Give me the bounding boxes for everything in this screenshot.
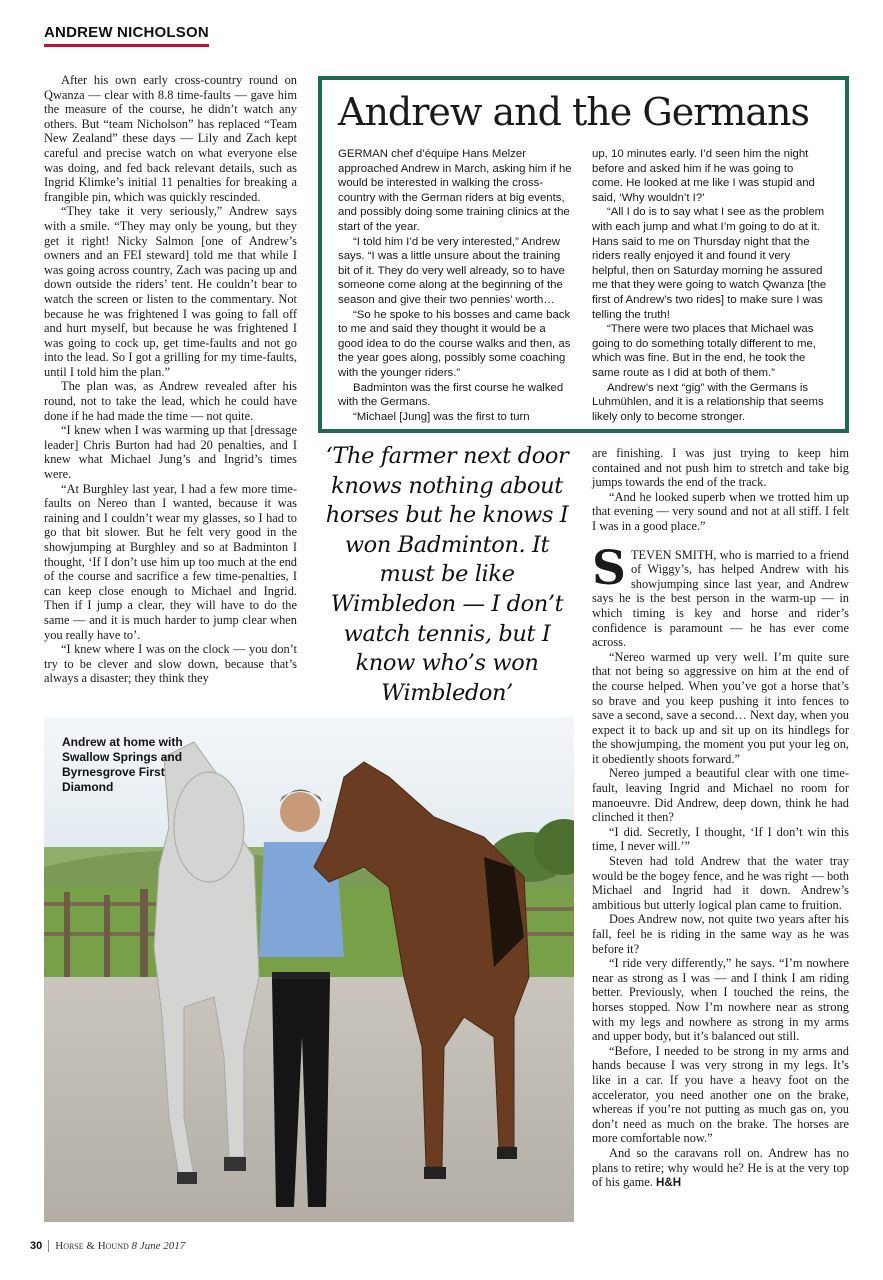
paragraph: After his own early cross-country round on Qwanza — clear with 8.8 time-faults — gave him the measure of the course, he didn’t watch any others. But “team Nicholson” has replaced “Team New Zealand” these days — Lily and Zach kept careful and precise watch on what everyone else was doing, and fed back relevant details, such as Ingrid Klimke’s initial 11 penalties for breaking a frangible pin, which was quickly rescinded. <box>44 73 297 204</box>
signoff: H&H <box>656 1176 682 1190</box>
paragraph: are finishing. I was just trying to keep him contained and not push him to stretch and take big jumps towards the end of the track. <box>592 446 849 490</box>
paragraph: “I knew where I was on the clock — you don’t try to be clever and slow down, because that’s always a disaster; they think they <box>44 642 297 686</box>
box-title: Andrew and the Germans <box>338 90 810 134</box>
box-paragraph: GERMAN chef d’équipe Hans Melzer approached Andrew in March, asking him if he would be interested in walking the cross-country with the German riders at big events, and possibly doing some training clinics at the start of the year. <box>338 148 572 233</box>
page-number: 30 <box>30 1240 49 1252</box>
paragraph: “I did. Secretly, I thought, ‘If I don’t win this time, I never will.’” <box>592 824 849 854</box>
box-paragraph: Badminton was the first course he walked with the Germans. <box>338 381 564 409</box>
dropcap-letter: S <box>592 540 626 596</box>
photo-caption: Andrew at home with Swallow Springs and Byrnesgrove First Diamond <box>62 735 183 794</box>
box-column-right <box>592 147 827 424</box>
box-paragraph: “Michael [Jung] was the first to turn <box>353 410 530 423</box>
box-paragraph: “I told him I’d be very interested,” Andrew says. “I was a little unsure about the training bit of it. They do very well already, so to have someone come along at the beginning of the season and give their two pennies’ worth… <box>338 235 565 306</box>
page-footer <box>30 1240 185 1252</box>
paragraph: The plan was, as Andrew revealed after his round, not to take the lead, which he could have done if he had made the time — not quite. <box>44 379 297 423</box>
box-paragraph: “All I do is to say what I see as the problem with each jump and what I’m going to do at it. Hans said to me on Thursday night that the riders really enjoyed it and found it very helpful, then on Saturday morning he assured me that they were going to watch Qwanza [the first of Andrew’s two rides] to make sure I was telling the truth! <box>592 206 827 321</box>
box-column-left <box>338 147 573 424</box>
paragraph: “Before, I needed to be strong in my arms and hands because I was very strong in my legs. It’s like in a car. If you have a heavy foot on the accelerator, you need another one on the brake, whereas if you’re not putting as much gas on, you don’t need as much on the brake. The horses are more comfortable now.” <box>592 1043 849 1146</box>
paragraph: “They take it very seriously,” Andrew says with a smile. “They may only be young, but they get it right! Nicky Salmon [one of Andrew’s owners and an FEI steward] told me that while I was going across country, Zach was pacing up and down outside the riders’ tent. He couldn’t bear to watch the screen or listen to the commentary. Not because he was frightened I was going to fall off and hurt myself, but because he was frightened I was going to cock up, get time-faults and not go into the lead. So I got a grilling for my time-faults, until I told him the plan.” <box>44 204 297 379</box>
publication-name: Horse & Hound <box>55 1240 129 1252</box>
dropcap-paragraph <box>592 540 849 650</box>
section-label: ANDREW NICHOLSON <box>44 24 209 47</box>
box-paragraph: “So he spoke to his bosses and came back to me and said they thought it would be a good idea to do the course walks and then, as the year goes along, possibly some coaching with the younger riders.” <box>338 308 571 379</box>
left-column <box>44 73 297 686</box>
right-column <box>592 446 849 1191</box>
dropcap-lead: TEVEN SMITH <box>630 547 714 562</box>
paragraph <box>592 1146 849 1191</box>
paragraph: “I ride very differently,” he says. “I’m nowhere near as strong as I was — and I think I am riding better. Previously, when I touched the reins, the horses stopped. Now I’m nowhere near as strong with my legs and nowhere as strong in my arms and upper body, but it’s balanced out still. <box>592 956 849 1044</box>
sidebar-box <box>318 76 849 433</box>
paragraph: “And he looked superb when we trotted him up that evening — very sound and not at all stiff. I felt I was in a good place.” <box>592 489 849 533</box>
dropcap-body: , who is married to a friend of Wiggy’s, has helped Andrew with his showjumping since last year, and Andrew says he is the best person in the warm-up — in which timing is key and horse and rider’s confidence is paramount — he has ever come across. <box>592 547 849 650</box>
last-paragraph-text: And so the caravans roll on. Andrew has no plans to retire; why would he? He is at the very top of his game. <box>592 1145 849 1190</box>
paragraph: “At Burghley last year, I had a few more time-faults on Nereo than I wanted, because it was raining and I couldn’t wear my glasses, so I had to go that bit slower. But he felt very good in the showjumping at Burghley and so at Badminton I thought, ‘If I don’t use him up too much at the end of the course and sacrifice a few time-penalties, I can keep close enough to Michael and Ingrid. Then if I jump a clear, they will have to do the same — and it is much harder to jump clear when you really have to’. <box>44 481 297 642</box>
box-paragraph: up, 10 minutes early. I’d seen him the night before and asked him if he was going to come. He looked at me like I was stupid and said, ‘Why wouldn’t I?’ <box>592 148 815 204</box>
paragraph: “I knew when I was warming up that [dressage leader] Chris Burton had had 20 penalties, and I knew what Michael Jung’s and Ingrid’s times were. <box>44 423 297 482</box>
paragraph: Does Andrew now, not quite two years after his fall, feel he is riding in the same way as he was before it? <box>592 912 849 956</box>
pull-quote: ‘The farmer next door knows nothing about horses but he knows I won Badminton. It must be like Wimbledon — I don’t watch tennis, but I know who’s won Wimbledon’ <box>325 443 569 706</box>
issue-date: 8 June 2017 <box>131 1240 186 1252</box>
paragraph: Steven had told Andrew that the water tray would be the bogey fence, and he was right — both Michael and Ingrid had it down. Andrew’s ambitious but utterly logical plan came to fruition. <box>592 854 849 912</box>
box-paragraph: “There were two places that Michael was going to do something totally different to me, which was fine. But in the end, he took the same route as I did at both of them.” <box>592 323 816 379</box>
paragraph: Nereo jumped a beautiful clear with one time-fault, leaving Ingrid and Michael no room for manoeuvre. Did Andrew, deep down, think he had clinched it then? <box>592 766 849 825</box>
paragraph: “Nereo warmed up very well. I’m quite sure that not being so aggressive on him at the end of the course helped. When you’ve got a horse that’s so brave and you keep pushing it into fences to save a second, save a second… Next day, when you expect it to back up and sit up on its hindlegs for the showjumping, the moment you put your leg on, it obediently shoots forward.” <box>592 649 849 766</box>
box-paragraph: Andrew’s next “gig” with the Germans is Luhmühlen, and it is a relationship that seems likely only to become stronger. <box>592 381 824 423</box>
